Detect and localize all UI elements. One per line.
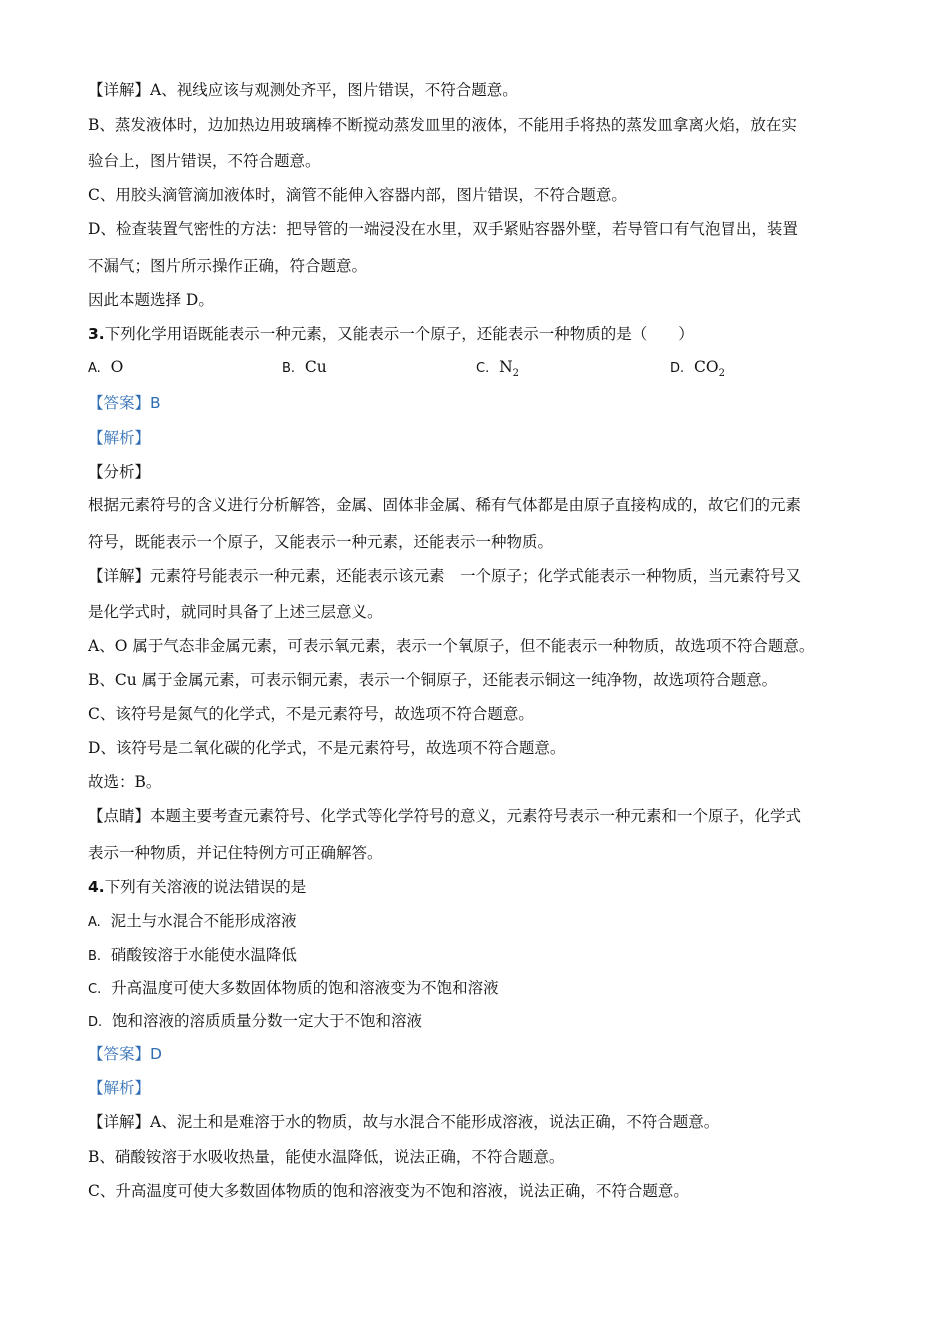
detail-line: B、Cu 属于金属元素，可表示铜元素，表示一个铜原子，还能表示铜这一纯净物，故选项符合题意。 — [88, 671, 778, 689]
option-letter: B. — [282, 361, 296, 376]
option-a — [88, 358, 123, 376]
detail-line: B、蒸发液体时，边加热边用玻璃棒不断搅动蒸发皿里的液体，不能用手将热的蒸发皿拿离火焰，放在实 — [88, 116, 797, 134]
detail-line: 不漏气；图片所示操作正确，符合题意。 — [88, 257, 368, 275]
question-3-options — [88, 358, 868, 378]
analysis-tag: 【解析】 — [88, 429, 151, 447]
question-number: 3. — [88, 325, 105, 343]
detail-line: D、检查装置气密性的方法：把导管的一端浸没在水里，双手紧贴容器外壁，若导管口有气泡冒出，装置 — [88, 220, 798, 238]
fenxi-line: 根据元素符号的含义进行分析解答，金属、固体非金属、稀有气体都是由原子直接构成的，故它们的元素 — [88, 496, 802, 514]
detail-line: 验台上，图片错误，不符合题意。 — [88, 152, 321, 170]
option-c — [88, 978, 499, 1000]
detail-line: 【详解】元素符号能表示一种元素，还能表示该元素 一个原子；化学式能表示一种物质，当元素符号又 — [88, 567, 802, 585]
option-letter: D. — [88, 1015, 103, 1030]
option-text: CO — [694, 358, 719, 376]
option-d — [670, 358, 725, 379]
option-text: 饱和溶液的溶质质量分数一定大于不饱和溶液 — [112, 1012, 423, 1030]
answer-value: D — [150, 1045, 162, 1063]
detail-line: 【详解】A、泥土和是难溶于水的物质，故与水混合不能形成溶液，说法正确，不符合题意。 — [88, 1113, 720, 1131]
question-text: 下列化学用语既能表示一种元素，又能表示一个原子，还能表示一种物质的是（ ） — [104, 325, 694, 343]
fenxi-tag: 【分析】 — [88, 463, 151, 481]
option-text: 升高温度可使大多数固体物质的饱和溶液变为不饱和溶液 — [111, 979, 499, 997]
answer-tag: 【答案】 — [88, 1045, 151, 1063]
dianjing-line: 【点睛】本题主要考查元素符号、化学式等化学符号的意义，元素符号表示一种元素和一个原子，化学式 — [88, 807, 802, 825]
option-letter: A. — [88, 915, 101, 930]
option-d — [88, 1011, 422, 1033]
option-a — [88, 911, 297, 933]
option-text: 泥土与水混合不能形成溶液 — [110, 912, 297, 930]
subscript: 2 — [718, 368, 725, 380]
answer-value: B — [150, 394, 161, 412]
analysis-tag: 【解析】 — [88, 1079, 151, 1097]
detail-line: A、O 属于气态非金属元素，可表示氧元素，表示一个氧原子，但不能表示一种物质，故选项不符合题意。 — [88, 637, 815, 655]
detail-line: 是化学式时，就同时具备了上述三层意义。 — [88, 603, 383, 621]
option-b — [88, 945, 297, 967]
option-text: 硝酸铵溶于水能使水温降低 — [110, 946, 297, 964]
option-letter: A. — [88, 361, 101, 376]
detail-line: B、硝酸铵溶于水吸收热量，能使水温降低，说法正确，不符合题意。 — [88, 1148, 565, 1166]
option-text: Cu — [304, 358, 327, 376]
option-letter: B. — [88, 949, 102, 964]
fenxi-line: 符号，既能表示一个原子，又能表示一种元素，还能表示一种物质。 — [88, 533, 554, 551]
answer-tag: 【答案】 — [88, 394, 151, 412]
option-text: O — [110, 358, 124, 376]
answer-line — [88, 1044, 162, 1064]
detail-line: C、升高温度可使大多数固体物质的饱和溶液变为不饱和溶液，说法正确，不符合题意。 — [88, 1182, 689, 1200]
detail-line: 【详解】A、视线应该与观测处齐平，图片错误，不符合题意。 — [88, 81, 518, 99]
dianjing-line: 表示一种物质，并记住特例方可正确解答。 — [88, 844, 383, 862]
detail-line: C、用胶头滴管滴加液体时，滴管不能伸入容器内部，图片错误，不符合题意。 — [88, 186, 627, 204]
option-text: N — [499, 358, 513, 376]
option-letter: D. — [670, 361, 685, 376]
question-3-stem — [88, 324, 694, 344]
answer-line — [88, 393, 161, 413]
detail-line: C、该符号是氮气的化学式，不是元素符号，故选项不符合题意。 — [88, 705, 534, 723]
detail-line: D、该符号是二氧化碳的化学式，不是元素符号，故选项不符合题意。 — [88, 739, 566, 757]
option-b — [282, 358, 327, 376]
question-number: 4. — [88, 878, 105, 896]
option-c — [476, 358, 519, 379]
subscript: 2 — [512, 368, 520, 380]
option-letter: C. — [88, 982, 102, 997]
option-letter: C. — [476, 361, 490, 376]
conclusion-line: 故选：B。 — [88, 773, 162, 791]
question-text: 下列有关溶液的说法错误的是 — [104, 878, 307, 896]
question-4-stem — [88, 877, 306, 897]
conclusion-line: 因此本题选择 D。 — [88, 291, 214, 309]
